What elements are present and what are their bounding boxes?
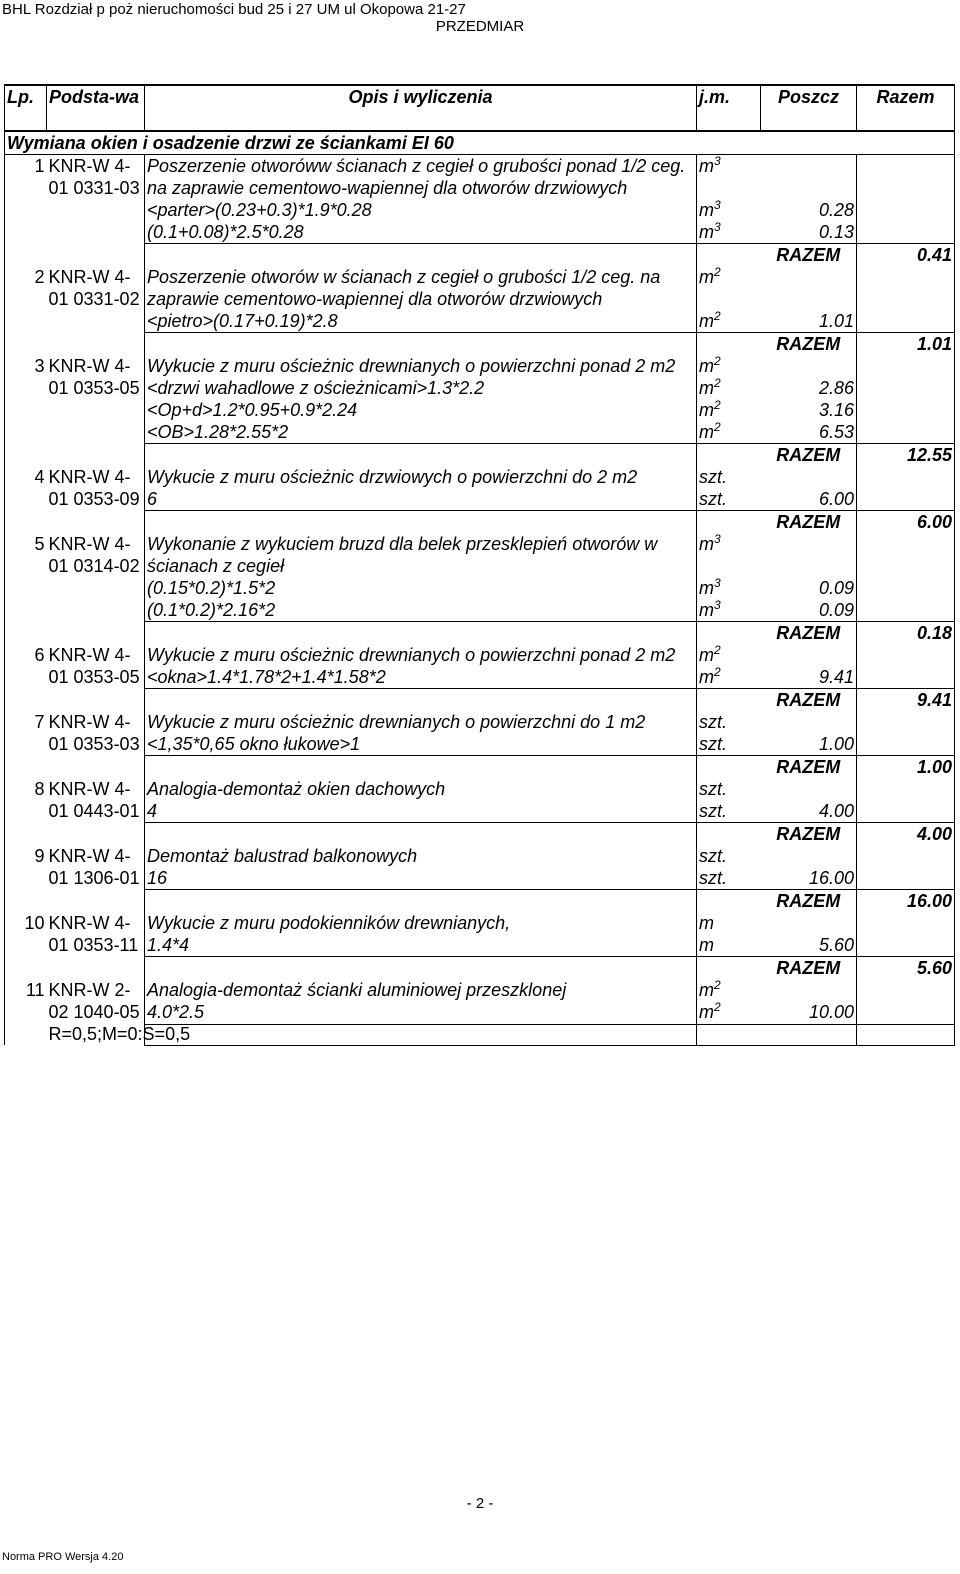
item-unit: $m^2$: [697, 355, 761, 377]
razem-label: RAZEM: [761, 756, 857, 779]
calc-row: [5, 666, 955, 689]
item-description: Wykucie z muru podokienników drewnianych,: [147, 913, 511, 933]
unit-exponent: 2: [714, 643, 721, 657]
calc-total-empty: [857, 599, 955, 622]
calc-value: 6.53: [818, 422, 854, 442]
razem-spacer: [697, 689, 761, 712]
razem-total: 5.60: [857, 957, 955, 980]
item-lp: 4: [5, 466, 47, 533]
razem-spacer: [145, 444, 697, 467]
razem-spacer: [145, 823, 697, 846]
unit-exponent: 3: [714, 532, 721, 546]
item-unit: szt.: [697, 711, 761, 733]
calc-value: 6.00: [818, 489, 854, 509]
razem-total: 6.00: [857, 511, 955, 534]
item-lp: 8: [5, 778, 47, 845]
calc-expression: (0.15*0.2)*1.5*2: [147, 578, 276, 598]
item-total-empty: [857, 778, 955, 800]
unit-exponent: 2: [714, 978, 721, 992]
item-description: Wykonanie z wykuciem bruzd dla belek przesklepień otworów w ścianach z cegieł: [147, 534, 658, 576]
calc-value: 0.13: [818, 222, 854, 242]
razem-label: RAZEM: [761, 622, 857, 645]
item-row: [5, 155, 955, 200]
calc-unit: $m^3$: [697, 577, 761, 599]
calc-total-empty: [857, 310, 955, 333]
item-total-empty: [857, 711, 955, 733]
calc-row: [5, 599, 955, 622]
page-number: - 2 -: [466, 1495, 494, 1512]
unit-exponent: 2: [714, 265, 721, 279]
item-basis: KNR-W 4-01 1306-01: [47, 845, 145, 912]
razem-total: 9.41: [857, 689, 955, 712]
item-description: Wykucie z muru ościeżnic drewnianych o powierzchni ponad 2 m2: [147, 356, 676, 376]
table-header-row: [5, 85, 955, 131]
razem-spacer: [697, 333, 761, 356]
item-total-empty: [857, 355, 955, 377]
unit-exponent: 2: [714, 309, 721, 323]
razem-spacer: [697, 957, 761, 980]
unit-exponent: 3: [714, 198, 721, 212]
calc-total-empty: [857, 1001, 955, 1024]
item-unit: szt.: [697, 466, 761, 488]
document-subtitle: PRZEDMIAR: [435, 18, 525, 35]
item-value-empty: [761, 778, 857, 800]
calc-value: 3.16: [818, 400, 854, 420]
calc-expression: 1.4*4: [147, 935, 190, 955]
calc-row: [5, 399, 955, 421]
calc-row: [5, 310, 955, 333]
calc-unit: $m^3$: [697, 221, 761, 244]
razem-spacer: [145, 756, 697, 779]
item-row: [5, 778, 955, 800]
calc-total-empty: [857, 867, 955, 890]
calc-unit: $m^2$: [697, 421, 761, 444]
item-description: Analogia-demontaż ścianki aluminiowej przeszklonej: [147, 980, 567, 1000]
calc-expression: <parter>(0.23+0.3)*1.9*0.28: [147, 200, 372, 220]
razem-row: [5, 957, 955, 980]
razem-total: 0.18: [857, 622, 955, 645]
item-basis: KNR-W 4-01 0353-05: [47, 355, 145, 466]
item-value-empty: [761, 155, 857, 200]
razem-spacer: [145, 689, 697, 712]
razem-row: [5, 444, 955, 467]
item-value-empty: [761, 355, 857, 377]
razem-row: [5, 244, 955, 267]
item-row: [5, 845, 955, 867]
item-unit: $m^2$: [697, 979, 761, 1001]
item-row: [5, 912, 955, 934]
calc-row: [5, 577, 955, 599]
item-total-empty: [857, 155, 955, 200]
item-value-empty: [761, 533, 857, 577]
calc-total-empty: [857, 577, 955, 599]
razem-total: 4.00: [857, 823, 955, 846]
unit-exponent: 3: [714, 576, 721, 590]
item-row: [5, 355, 955, 377]
razem-label: RAZEM: [761, 890, 857, 913]
unit-exponent: 2: [714, 354, 721, 368]
calc-value: 1.00: [818, 734, 854, 754]
item-lp: 5: [5, 533, 47, 644]
calc-expression: 4: [147, 801, 158, 821]
item-total-empty: [857, 845, 955, 867]
razem-label: RAZEM: [761, 244, 857, 267]
item-basis: KNR-W 4-01 0331-03: [47, 155, 145, 267]
razem-total: 12.55: [857, 444, 955, 467]
razem-spacer: [145, 244, 697, 267]
razem-label: RAZEM: [761, 444, 857, 467]
razem-label: RAZEM: [761, 511, 857, 534]
calc-row: [5, 377, 955, 399]
calc-total-empty: [857, 934, 955, 957]
calc-value: 4.00: [818, 801, 854, 821]
razem-total: 1.01: [857, 333, 955, 356]
calc-unit: $m^3$: [697, 199, 761, 221]
calc-expression: <okna>1.4*1.78*2+1.4*1.58*2: [147, 667, 386, 687]
razem-spacer: [761, 1024, 857, 1045]
calc-total-empty: [857, 199, 955, 221]
calc-value: 9.41: [818, 667, 854, 687]
item-total-empty: [857, 466, 955, 488]
col-poszcz: Poszcz: [761, 85, 857, 131]
calc-unit: $m^2$: [697, 310, 761, 333]
item-unit: m: [697, 912, 761, 934]
item-lp: 6: [5, 644, 47, 711]
unit-exponent: 2: [714, 665, 721, 679]
calc-total-empty: [857, 800, 955, 823]
calc-value: 0.28: [818, 200, 854, 220]
cost-estimate-table: [4, 84, 955, 1046]
calc-expression: <OB>1.28*2.55*2: [147, 422, 289, 442]
calc-total-empty: [857, 377, 955, 399]
item-description: Poszerzenie otworów w ścianach z cegieł o grubości 1/2 ceg. na zaprawie cementowo-wapiennej dla otworów drzwiowych: [147, 267, 661, 309]
razem-spacer: [145, 333, 697, 356]
razem-spacer: [697, 756, 761, 779]
calc-unit: $m^2$: [697, 377, 761, 399]
item-description: Wykucie z muru ościeżnic drewnianych o powierzchni ponad 2 m2: [147, 645, 676, 665]
calc-unit: $m^3$: [697, 599, 761, 622]
calc-unit: $m^2$: [697, 666, 761, 689]
calc-expression: 4.0*2.5: [147, 1002, 205, 1023]
item-unit: szt.: [697, 845, 761, 867]
calc-unit: $m^2$: [697, 399, 761, 421]
item-row: [5, 644, 955, 666]
razem-label: RAZEM: [761, 689, 857, 712]
calc-expression: 6: [147, 489, 158, 509]
calc-value: 0.09: [818, 578, 854, 598]
item-value-empty: [761, 912, 857, 934]
app-version: Norma PRO Wersja 4.20: [2, 1551, 124, 1563]
razem-spacer: [145, 890, 697, 913]
item-row: [5, 533, 955, 577]
item-lp: 3: [5, 355, 47, 466]
razem-label: RAZEM: [761, 333, 857, 356]
item-lp: 7: [5, 711, 47, 778]
item-value-empty: [761, 845, 857, 867]
calc-row: [5, 934, 955, 957]
item-total-empty: [857, 644, 955, 666]
unit-exponent: 2: [714, 398, 721, 412]
item-value-empty: [761, 466, 857, 488]
col-opis: Opis i wyliczenia: [145, 85, 697, 131]
calc-total-empty: [857, 733, 955, 756]
calc-unit: $m^2$: [697, 1001, 761, 1024]
calc-value: 16.00: [808, 868, 854, 888]
calc-value: 5.60: [818, 935, 854, 955]
calc-row: [5, 488, 955, 511]
item-value-empty: [761, 711, 857, 733]
unit-exponent: 3: [714, 598, 721, 612]
razem-total: 0.41: [857, 244, 955, 267]
razem-total: 1.00: [857, 756, 955, 779]
calc-value: 0.09: [818, 600, 854, 620]
calc-value: 1.01: [818, 311, 854, 331]
calc-row: [5, 1001, 955, 1024]
item-unit: $m^3$: [697, 533, 761, 577]
item-lp: 11: [5, 979, 47, 1045]
item-unit: $m^2$: [697, 644, 761, 666]
razem-row: [5, 622, 955, 645]
item-basis: KNR-W 4-01 0353-03: [47, 711, 145, 778]
item-description: Demontaż balustrad balkonowych: [147, 846, 418, 866]
document-header: BHL Rozdział p poż nieruchomości bud 25 i 27 UM ul Okopowa 21-27: [2, 1, 466, 18]
unit-exponent: 2: [714, 1000, 721, 1015]
calc-unit: szt.: [697, 800, 761, 823]
item-lp: 10: [5, 912, 47, 979]
item-basis: KNR-W 2-02 1040-05 R=0,5;M=0:S=0,5: [48, 980, 191, 1044]
calc-expression: <drzwi wahadlowe z ościeżnicami>1.3*2.2: [147, 378, 485, 398]
calc-row: [5, 867, 955, 890]
item-value-empty: [761, 644, 857, 666]
unit-exponent: 2: [714, 420, 721, 434]
calc-total-empty: [857, 666, 955, 689]
calc-expression: (0.1*0.2)*2.16*2: [147, 600, 276, 620]
calc-unit: szt.: [697, 733, 761, 756]
calc-row: [5, 800, 955, 823]
item-total-empty: [857, 979, 955, 1001]
item-row: [5, 711, 955, 733]
item-basis: KNR-W 4-01 0314-02: [47, 533, 145, 644]
razem-row: [5, 890, 955, 913]
section-title: Wymiana okien i osadzenie drzwi ze ściankami EI 60: [5, 131, 955, 155]
item-basis: KNR-W 4-01 0353-11: [47, 912, 145, 979]
calc-total-empty: [857, 399, 955, 421]
razem-total: 16.00: [857, 890, 955, 913]
razem-spacer: [145, 511, 697, 534]
item-value-empty: [761, 979, 857, 1001]
item-unit: $m^3$: [697, 155, 761, 200]
calc-expression: <1,35*0,65 okno łukowe>1: [147, 734, 361, 754]
calc-unit: m: [697, 934, 761, 957]
razem-spacer: [697, 1024, 761, 1045]
unit-exponent: 3: [714, 220, 721, 234]
item-basis: KNR-W 4-01 0331-02: [47, 266, 145, 355]
calc-expression: <pietro>(0.17+0.19)*2.8: [147, 311, 338, 331]
item-total-empty: [857, 533, 955, 577]
col-jm: j.m.: [697, 85, 761, 131]
col-razem: Razem: [857, 85, 955, 131]
item-row: [5, 466, 955, 488]
razem-spacer: [145, 1024, 697, 1045]
calc-expression: (0.1+0.08)*2.5*0.28: [147, 222, 304, 242]
razem-label: RAZEM: [761, 957, 857, 980]
calc-unit: szt.: [697, 488, 761, 511]
col-lp: Lp.: [5, 85, 47, 131]
razem-row: [5, 823, 955, 846]
item-description: Poszerzenie otworóww ścianach z cegieł o grubości ponad 1/2 ceg. na zaprawie cementowo-wapiennej dla otworów drzwiowych: [147, 156, 686, 198]
item-total-empty: [857, 266, 955, 310]
item-row: [5, 979, 955, 1001]
item-basis: KNR-W 4-01 0353-05: [47, 644, 145, 711]
razem-spacer: [697, 823, 761, 846]
section-row: [5, 131, 955, 155]
item-description: Wykucie z muru ościeżnic drewnianych o powierzchni do 1 m2: [147, 712, 646, 732]
item-row: [5, 266, 955, 310]
item-lp: 9: [5, 845, 47, 912]
item-unit: szt.: [697, 778, 761, 800]
calc-row: [5, 221, 955, 244]
item-unit: $m^2$: [697, 266, 761, 310]
item-value-empty: [761, 266, 857, 310]
item-description: Wykucie z muru ościeżnic drzwiowych o powierzchni do 2 m2: [147, 467, 638, 487]
unit-exponent: 3: [714, 154, 721, 168]
calc-expression: 16: [147, 868, 168, 888]
razem-row: [5, 333, 955, 356]
razem-spacer: [697, 511, 761, 534]
razem-spacer: [697, 244, 761, 267]
razem-spacer: [697, 622, 761, 645]
razem-row: [5, 756, 955, 779]
razem-row: [5, 689, 955, 712]
calc-total-empty: [857, 488, 955, 511]
item-lp: 2: [5, 266, 47, 355]
calc-unit: szt.: [697, 867, 761, 890]
razem-spacer: [697, 890, 761, 913]
item-total-empty: [857, 912, 955, 934]
calc-row: [5, 199, 955, 221]
calc-value: 10.00: [808, 1002, 854, 1023]
calc-row: [5, 733, 955, 756]
razem-spacer: [697, 444, 761, 467]
calc-expression: <Op+d>1.2*0.95+0.9*2.24: [147, 400, 358, 420]
razem-row: [5, 511, 955, 534]
razem-spacer: [145, 957, 697, 980]
item-basis: KNR-W 4-01 0353-09: [47, 466, 145, 533]
unit-exponent: 2: [714, 376, 721, 390]
item-lp: 1: [5, 155, 47, 267]
calc-row: [5, 421, 955, 444]
item-basis: KNR-W 4-01 0443-01: [47, 778, 145, 845]
calc-value: 2.86: [818, 378, 854, 398]
razem-spacer: [145, 622, 697, 645]
calc-total-empty: [857, 221, 955, 244]
item-description: Analogia-demontaż okien dachowych: [147, 779, 446, 799]
razem-spacer: [857, 1024, 955, 1045]
col-podstawa: Podsta-wa: [47, 85, 145, 131]
razem-label: RAZEM: [761, 823, 857, 846]
calc-total-empty: [857, 421, 955, 444]
